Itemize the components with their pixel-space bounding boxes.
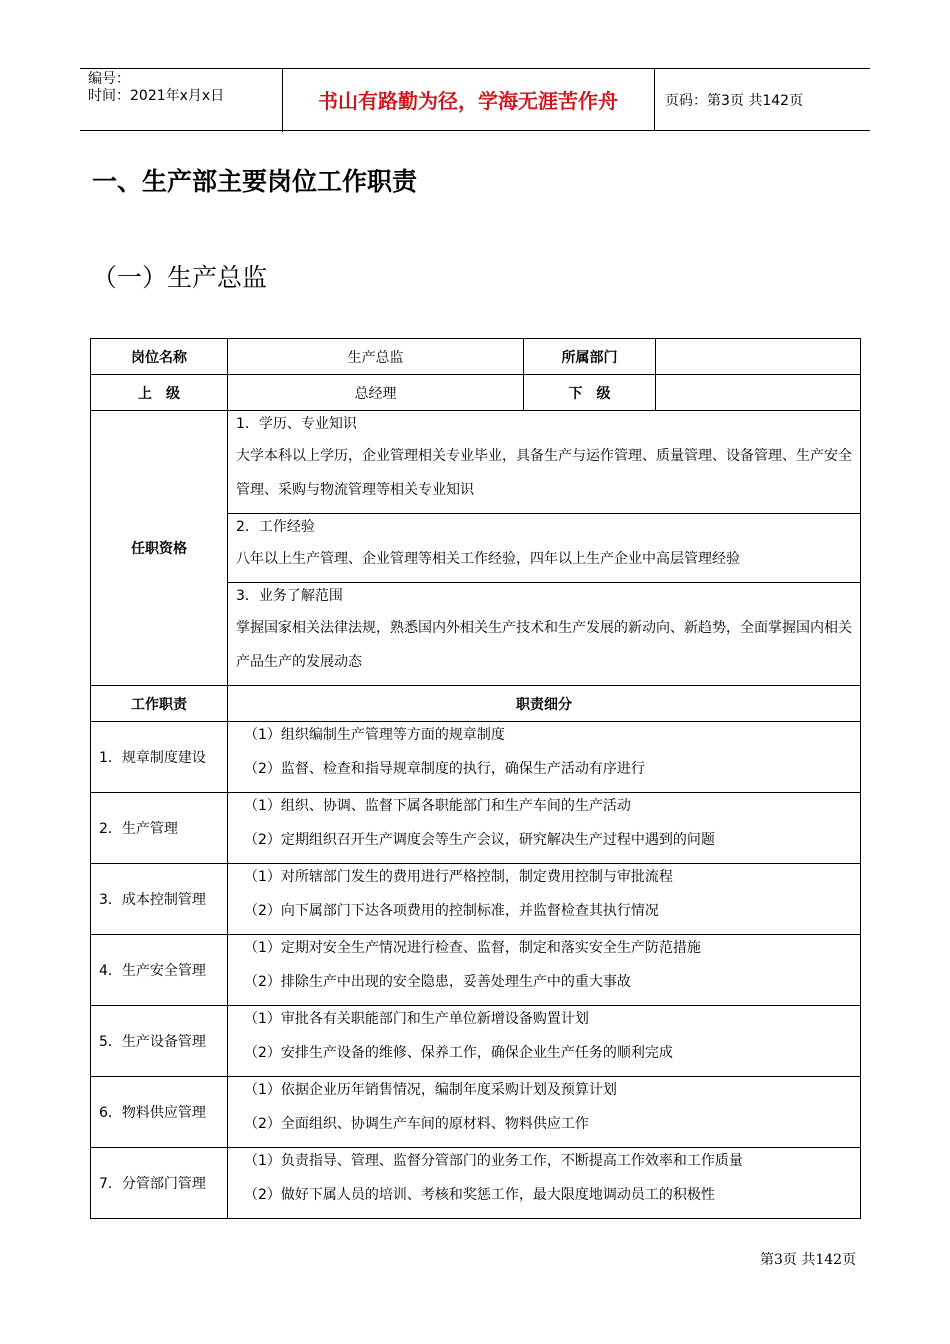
duty-item: （1）组织编制生产管理等方面的规章制度 [244,727,505,743]
job-table [90,338,861,1219]
duty-row [91,1077,861,1148]
duty-item: （2）定期组织召开生产调度会等生产会议，研究解决生产过程中遇到的问题 [244,832,715,848]
qualification-title: 2．工作经验 [236,519,315,535]
duty-header: 工作职责 [91,686,228,722]
page-header [80,68,870,131]
duty-detail [228,1077,861,1148]
duty-name: 5．生产设备管理 [91,1006,228,1077]
duty-item: （2）全面组织、协调生产车间的原材料、物料供应工作 [244,1116,589,1132]
duty-detail [228,864,861,935]
qualification-item [228,583,861,686]
subordinate-label: 下 级 [524,375,656,411]
page-footer: 第3页 共142页 [760,1252,857,1268]
detail-header: 职责细分 [228,686,861,722]
qualification-line: 大学本科以上学历，企业管理相关专业毕业，具备生产与运作管理、质量管理、设备管理、生产安全 [236,448,852,464]
header-meta [80,69,283,132]
duty-item: （1）对所辖部门发生的费用进行严格控制，制定费用控制与审批流程 [244,869,673,885]
duty-detail [228,793,861,864]
table-row [91,686,861,722]
duty-row [91,722,861,793]
qualification-title: 1．学历、专业知识 [236,416,357,432]
subordinate-value [656,375,861,411]
duty-name: 4．生产安全管理 [91,935,228,1006]
duty-detail [228,722,861,793]
duty-item: （2）排除生产中出现的安全隐患，妥善处理生产中的重大事故 [244,974,631,990]
qualification-item [228,514,861,583]
qualification-line: 产品生产的发展动态 [236,654,362,670]
duty-item: （2）做好下属人员的培训、考核和奖惩工作，最大限度地调动员工的积极性 [244,1187,715,1203]
duty-item: （1）负责指导、管理、监督分管部门的业务工作，不断提高工作效率和工作质量 [244,1153,743,1169]
duty-row [91,864,861,935]
duty-item: （1）定期对安全生产情况进行检查、监督，制定和落实安全生产防范措施 [244,940,701,956]
duty-name: 7．分管部门管理 [91,1148,228,1219]
page-title: 一、生产部主要岗位工作职责 [92,167,418,196]
table-row [91,375,861,411]
duty-detail [228,935,861,1006]
duty-item: （2）监督、检查和指导规章制度的执行，确保生产活动有序进行 [244,761,645,777]
header-page: 页码：第3页 共142页 [665,92,804,109]
superior-label: 上 级 [91,375,228,411]
post-name-value: 生产总监 [228,339,524,375]
table-row [91,411,861,514]
header-motto: 书山有路勤为径，学海无涯苦作舟 [282,69,655,130]
qualification-item [228,411,861,514]
duty-item: （1）依据企业历年销售情况，编制年度采购计划及预算计划 [244,1082,617,1098]
duty-name: 6．物料供应管理 [91,1077,228,1148]
duty-item: （2）安排生产设备的维修、保养工作，确保企业生产任务的顺利完成 [244,1045,673,1061]
duty-item: （2）向下属部门下达各项费用的控制标准，并监督检查其执行情况 [244,903,659,919]
qualification-line: 八年以上生产管理、企业管理等相关工作经验，四年以上生产企业中高层管理经验 [236,551,740,567]
duty-detail [228,1148,861,1219]
duty-item: （1）组织、协调、监督下属各职能部门和生产车间的生产活动 [244,798,631,814]
section-title: （一）生产总监 [92,263,268,292]
post-name-label: 岗位名称 [91,339,228,375]
duty-row [91,1006,861,1077]
duty-detail [228,1006,861,1077]
duty-name: 1．规章制度建设 [91,722,228,793]
qualification-title: 3．业务了解范围 [236,588,343,604]
duty-name: 3．成本控制管理 [91,864,228,935]
duty-row [91,1148,861,1219]
header-time: 时间：2021年x月x日 [88,88,225,104]
dept-label: 所属部门 [524,339,656,375]
qualification-line: 管理、采购与物流管理等相关专业知识 [236,482,474,498]
header-number: 编号： [88,71,130,87]
qualification-line: 掌握国家相关法律法规，熟悉国内外相关生产技术和生产发展的新动向、新趋势，全面掌握国内相关 [236,620,852,636]
table-row [91,339,861,375]
superior-value: 总经理 [228,375,524,411]
duty-row [91,793,861,864]
duty-name: 2．生产管理 [91,793,228,864]
duty-item: （1）审批各有关职能部门和生产单位新增设备购置计划 [244,1011,589,1027]
qualification-label: 任职资格 [91,411,228,686]
dept-value [656,339,861,375]
duty-row [91,935,861,1006]
